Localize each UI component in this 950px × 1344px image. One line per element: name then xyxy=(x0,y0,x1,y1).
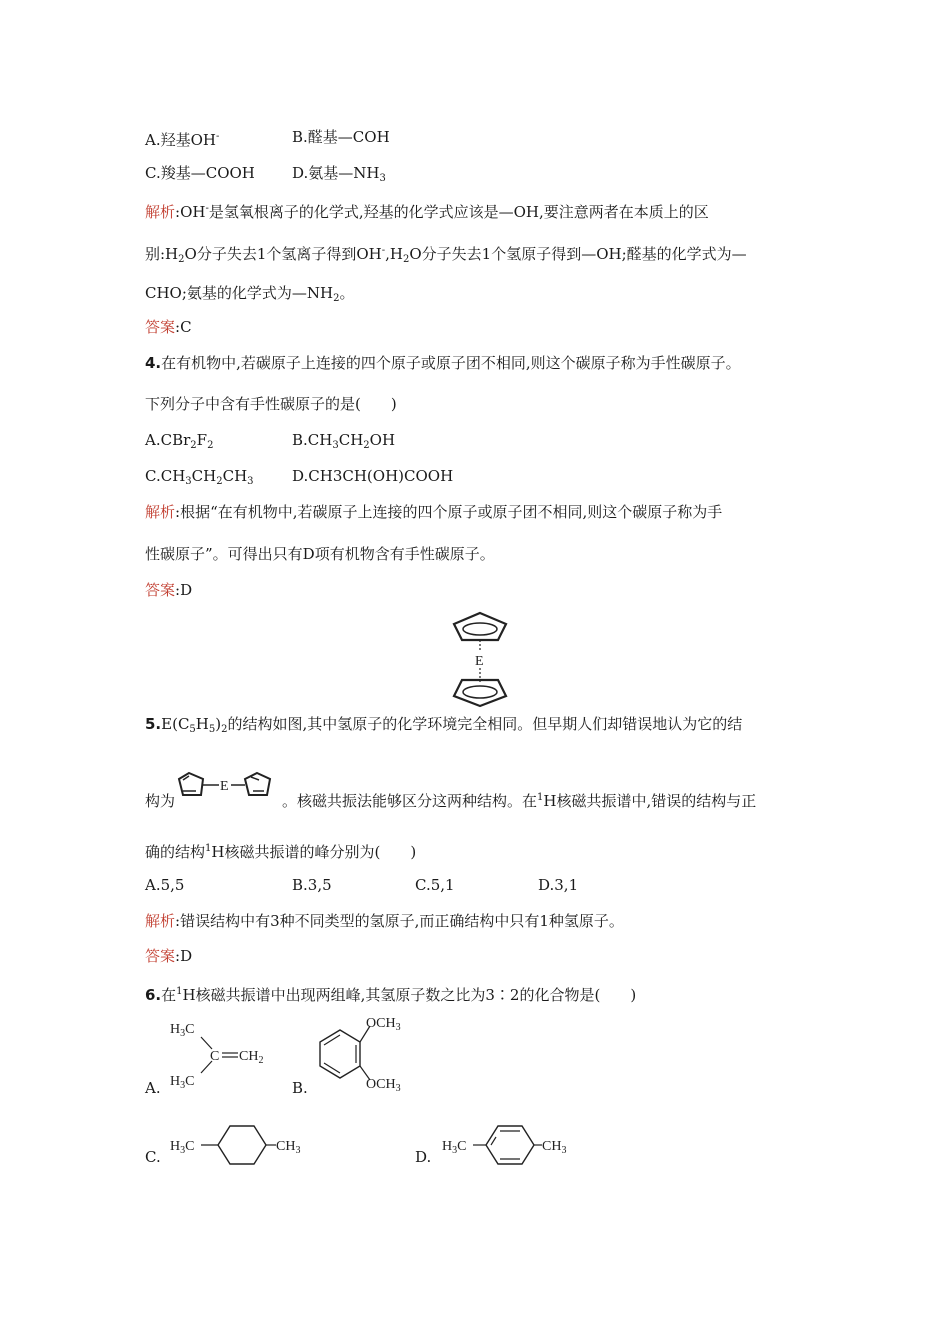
q6-option-a-label: A. xyxy=(145,1079,161,1097)
q6-structure-d xyxy=(440,1120,580,1170)
svg-text:H3C: $H_3C$ xyxy=(442,1139,467,1156)
q3-analysis-line2: 别$:H_2O$分子失去1个氢离子得到$OH^-,H_2O$分子失去1个氢原子得到—OH;醛基的化学式为— xyxy=(145,245,747,265)
q4-option-a: $A.CBr_2F_2$ xyxy=(145,431,214,451)
q4-option-d: D.CH3CH(OH)COOH xyxy=(292,467,454,485)
q5-option-d: D.3,1 xyxy=(538,876,579,894)
q3-option-b: B.醛基—COH xyxy=(292,128,390,146)
q4-analysis-line2: 性碳原子”。可得出只有D项有机物含有手性碳原子。 xyxy=(145,545,495,563)
q4-stem-line1: 4.在有机物中,若碳原子上连接的四个原子或原子团不相同,则这个碳原子称为手性碳原子。 xyxy=(145,354,741,372)
q4-answer: 答案:D xyxy=(145,581,193,599)
q6-option-c-label: C. xyxy=(145,1148,161,1166)
q5-option-c: C.5,1 xyxy=(415,876,455,894)
q5-stem-line3: 确的结构$^1$H核磁共振谱的峰分别为( ) xyxy=(145,843,417,861)
sandwich-center-label: E xyxy=(475,654,484,669)
q6-structure-b xyxy=(310,1012,430,1097)
q5-stem-line2: 构为 。核磁共振法能够区分这两种结构。在$^1$H核磁共振谱中,错误的结构与正 xyxy=(145,792,757,810)
q5-analysis: 解析:错误结构中有3种不同类型的氢原子,而正确结构中只有1种氢原子。 xyxy=(145,912,624,930)
q5-stem-line1: $5.E(C_5H_5)_2$的结构如图,其中氢原子的化学环境完全相同。但早期人们却错误地认为它的结 xyxy=(145,715,743,735)
q5-option-b: B.3,5 xyxy=(292,876,332,894)
q6-structure-a xyxy=(168,1015,278,1095)
q6-option-d-label: D. xyxy=(415,1148,432,1166)
q6-structure-c xyxy=(168,1120,308,1170)
svg-text:CH3: $CH_3$ xyxy=(276,1139,301,1156)
svg-text:CH3: $CH_3$ xyxy=(542,1139,567,1156)
q3-analysis-line3: CHO;氨基的化学式为$—NH_2$。 xyxy=(145,284,355,304)
q4-option-b: $B.CH_3CH_2OH$ xyxy=(292,431,396,451)
q3-analysis-line1: 解析:OH-是氢氧根离子的化学式,羟基的化学式应该是—OH,要注意两者在本质上的区 xyxy=(145,203,709,221)
q3-option-d: D.氨基$—NH_3$ xyxy=(292,164,386,184)
svg-text:C: C xyxy=(210,1049,220,1064)
svg-text:H3C: $H_3C$ xyxy=(170,1139,195,1156)
q5-answer: 答案:D xyxy=(145,947,193,965)
svg-text:OCH3: $OCH_3$ xyxy=(366,1016,401,1033)
svg-text:CH2: $CH_2$ xyxy=(239,1049,264,1066)
wrong-structure-figure xyxy=(175,768,280,808)
q3-answer: 答案:C xyxy=(145,318,192,336)
svg-text:H3C: $H_3C$ xyxy=(170,1022,195,1039)
q6-option-b-label: B. xyxy=(292,1079,308,1097)
q3-option-c: C.羧基—COOH xyxy=(145,164,255,182)
svg-text:H3C: $H_3C$ xyxy=(170,1074,195,1091)
q4-option-c: $C.CH_3CH_2CH_3$ xyxy=(145,467,254,487)
sandwich-structure-figure xyxy=(440,610,520,710)
svg-text:OCH3: $OCH_3$ xyxy=(366,1077,401,1094)
q4-analysis-line1: 解析:根据“在有机物中,若碳原子上连接的四个原子或原子团不相同,则这个碳原子称为手 xyxy=(145,503,723,521)
q3-option-a: A.羟基OH- xyxy=(145,131,220,149)
q6-stem: 6.在$^1$H核磁共振谱中出现两组峰,其氢原子数之比为3∶2的化合物是( ) xyxy=(145,986,637,1004)
q4-stem-line2: 下列分子中含有手性碳原子的是( ) xyxy=(145,395,397,413)
q5-option-a: A.5,5 xyxy=(145,876,185,894)
wrong-structure-label: E xyxy=(220,779,229,794)
